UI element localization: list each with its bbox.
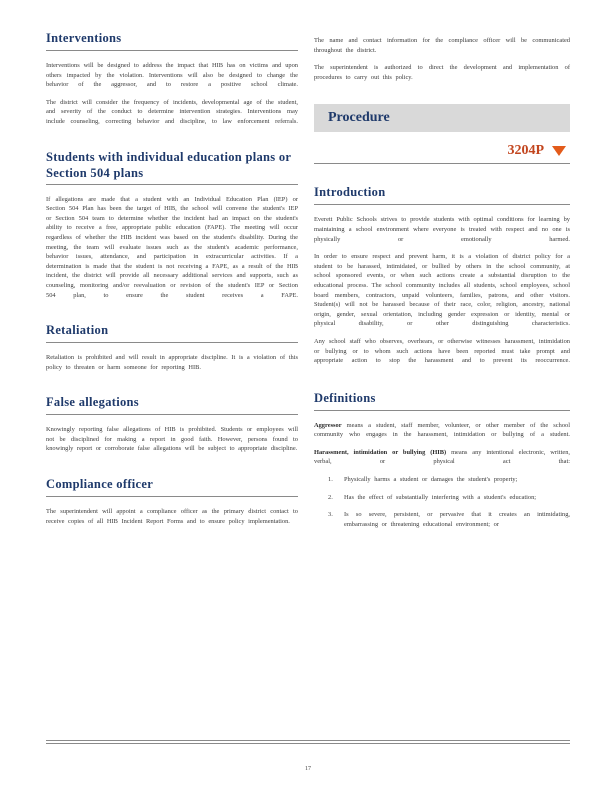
compliance-officer-paragraph: The superintendent will appoint a compliance officer as the primary district contact to receive copies of all HIB Incident Report Forms and to ensure policy implementation. [46, 508, 298, 525]
introduction-paragraph-3: Any school staff who observes, overhears, or otherwise witnesses harassment, intimidation or bullying or to whom such actions have been reported must take prompt and appropriate action to stop the harassment and to prevent its reoccurrence. [314, 337, 570, 365]
list-item [314, 493, 570, 503]
right-column [314, 36, 570, 537]
introduction-paragraph-2: In order to ensure respect and prevent harm, it is a violation of district policy for a student to be harassed, intimidated, or bullied by others in the school community, at school sponsored events, or when such actions create a substantial disruption to the educational process. The school community includes all students, school employees, school board members, contractors, unpaid volunteers, families, patrons, and other visitors. Student(s) will not be harassed because of their race, color, religion, ancestry, national origin, gender, sexual orientation, including gender expression or identity, mental or physical disability, or other distinguishing characteristics. [314, 253, 570, 328]
students-iep-heading: Students with individual education plans or Section 504 plans [46, 149, 298, 185]
interventions-heading: Interventions [46, 30, 298, 51]
triangle-down-icon [552, 146, 566, 156]
interventions-paragraph-1: Interventions will be designed to address the impact that HIB has on victims and upon others impacted by the violation. Interventions will also be designed to change the behavior of the aggressor, and to restore a positive school climate. [46, 62, 298, 89]
false-allegations-paragraph: Knowingly reporting false allegations of HIB is prohibited. Students or employees will not be disciplined for making a report in good faith. However, persons found to knowingly report or corroborate false allegations will be subject to appropriate discipline. [46, 426, 298, 453]
aggressor-definition [314, 421, 570, 440]
compliance-officer-heading: Compliance officer [46, 476, 298, 497]
list-item-text: Has the effect of substantially interfering with a student's education; [344, 493, 537, 501]
footer-rule-bottom [46, 743, 570, 744]
introduction-heading: Introduction [314, 184, 570, 205]
aggressor-term: Aggressor [314, 421, 342, 429]
list-item-text: Physically harms a student or damages the student's property; [344, 476, 518, 484]
list-item-number: 3. [328, 511, 333, 519]
hib-text: means any intentional electronic, written, verbal, or physical act that: [314, 448, 570, 466]
procedure-banner [314, 104, 570, 132]
hib-term: Harassment, intimidation or bullying (HIB) [314, 448, 447, 456]
compliance-contact-paragraph: The name and contact information for the compliance officer will be communicated throughout the district. [314, 37, 570, 54]
retaliation-heading: Retaliation [46, 322, 298, 343]
procedure-code: 3204P [507, 142, 544, 158]
superintendent-paragraph: The superintendent is authorized to direct the development and implementation of procedures to carry out this policy. [314, 64, 570, 81]
procedure-label: Procedure [328, 110, 390, 126]
students-iep-paragraph: If allegations are made that a student with an Individual Education Plan (IEP) or Section 504 Plan has been the target of HIB, the school will convene the student's IEP or Section 504 team to determine whether the incident had an impact on the student's ability to receive a free, appropriate public education (FAPE). The meeting will occur regardless of whether the HIB incident was based on the student's disability. During the meeting, the team will evaluate issues such as the student's academic performance, behavior issues, attendance, and participation in extracurricular activities. If a determination is made that the student is not receiving a FAPE, as a result of the HIB incident, the district will provide all necessary additional services and supports, such as counseling, monitoring and/or reevaluation or revision of the student's IEP or Section 504 plan, to ensure the student receives a FAPE. [46, 195, 298, 299]
definitions-heading: Definitions [314, 390, 570, 411]
hib-definition [314, 448, 570, 467]
list-item-number: 1. [328, 476, 333, 484]
procedure-code-row [314, 138, 570, 164]
list-item-text: Is so severe, persistent, or pervasive that it creates an intimidating, embarrassing or threatening educational environment; or [344, 511, 570, 528]
list-item-number: 2. [328, 493, 333, 501]
retaliation-paragraph: Retaliation is prohibited and will result in appropriate discipline. It is a violation of this policy to threaten or harm someone for reporting HIB. [46, 354, 298, 371]
list-item [314, 475, 570, 485]
aggressor-text: means a student, staff member, volunteer, or other member of the school community who engages in the harassment, intimidation or bullying of a student. [314, 421, 570, 439]
false-allegations-heading: False allegations [46, 394, 298, 415]
list-item [314, 510, 570, 529]
footer-rule-top [46, 740, 570, 741]
left-column [46, 30, 298, 534]
interventions-paragraph-2: The district will consider the frequency of incidents, developmental age of the student, and severity of the conduct to determine intervention strategies. Interventions may include counseling, correcting behavior and discipline, to law enforcement referrals. [46, 98, 298, 125]
page-number: 17 [305, 766, 311, 772]
introduction-paragraph-1: Everett Public Schools strives to provide students with optimal conditions for learning by maintaining a school environment where everyone is treated with respect and no one is physically or emotionally harmed. [314, 216, 570, 243]
